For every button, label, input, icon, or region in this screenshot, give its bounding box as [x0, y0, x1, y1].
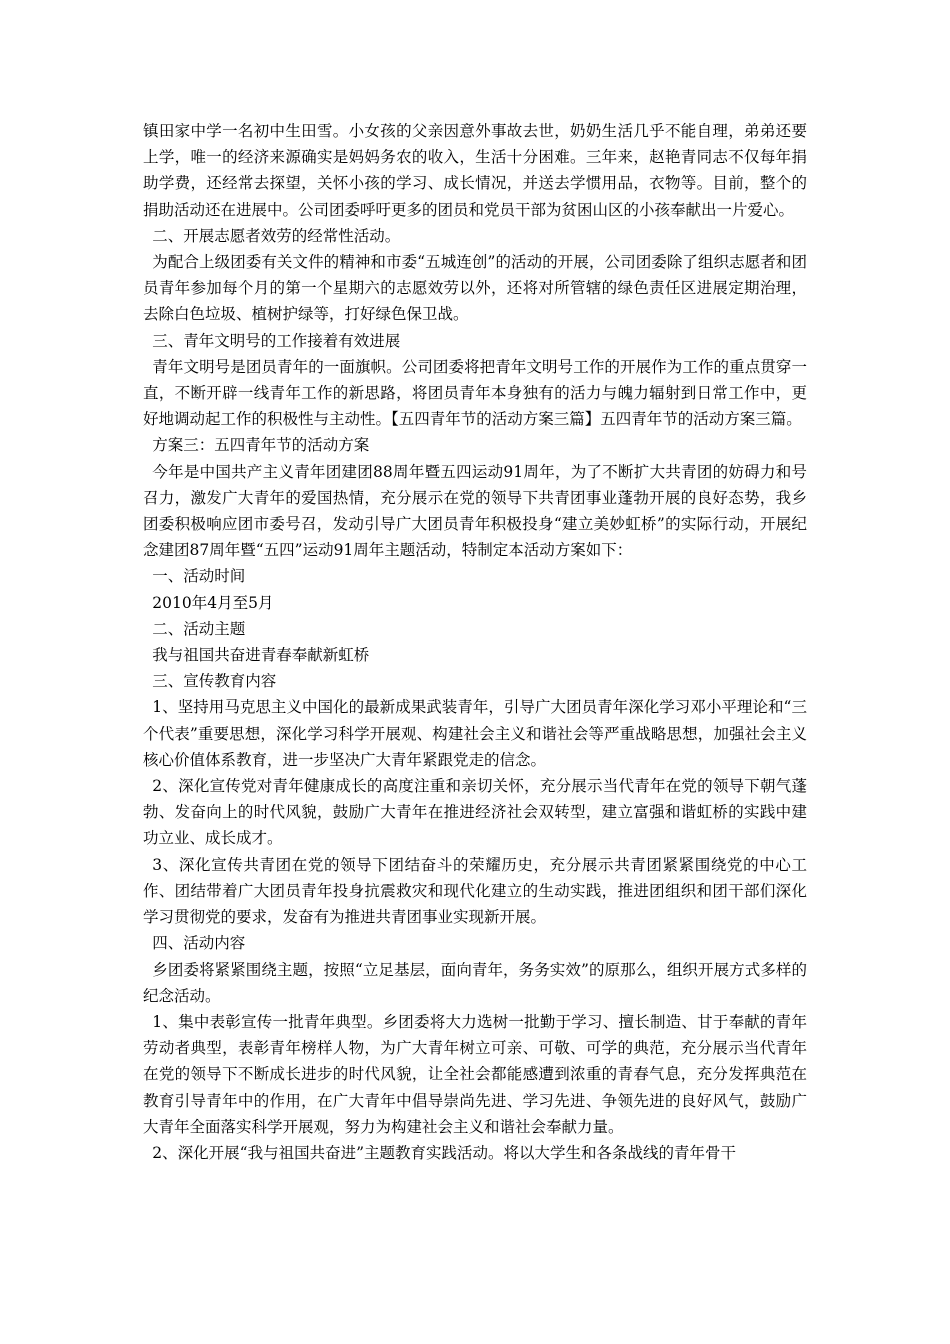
paragraph: 1、集中表彰宣传一批青年典型。乡团委将大力选树一批勤于学习、擅长制造、甘于奉献的青年劳动者典型，表彰青年榜样人物，为广大青年树立可亲、可敬、可学的典范，充分展示当代青年在党的领导下不断成长进步的时代风貌，让全社会都能感遭到浓重的青春气息，充分发挥典范在教育引导青年中的作用，在广大青年中倡导崇尚先进、学习先进、争领先进的良好风气，鼓励广大青年全面落实科学开展观，努力为构建社会主义和谐社会奉献力量。 [143, 1012, 807, 1136]
section-heading: 方案三：五四青年节的活动方案 [152, 436, 370, 455]
section-heading: 四、活动内容 [152, 934, 246, 953]
paragraph: 乡团委将紧紧围绕主题，按照“立足基层，面向青年，务务实效”的原那么，组织开展方式多样的纪念活动。 [143, 960, 807, 1005]
paragraph: 2、深化宣传党对青年健康成长的高度注重和亲切关怀，充分展示当代青年在党的领导下朝气蓬勃、发奋向上的时代风貌，鼓励广大青年在推进经济社会双转型，建立富强和谐虹桥的实践中建功立业、成长成才。 [143, 777, 807, 848]
section-heading: 二、开展志愿者效劳的经常性活动。 [152, 226, 401, 245]
section-heading: 三、青年文明号的工作接着有效进展 [152, 331, 401, 350]
paragraph: 青年文明号是团员青年的一面旗帜。公司团委将把青年文明号工作的开展作为工作的重点贯穿一直，不断开辟一线青年工作的新思路，将团员青年本身独有的活力与魄力辐射到日常工作中，更好地调动起工作的积极性与主动性。【五四青年节的活动方案三篇】五四青年节的活动方案三篇。 [143, 357, 807, 429]
document-body [143, 118, 807, 1166]
paragraph: 我与祖国共奋进青春奉献新虹桥 [152, 646, 370, 665]
paragraph: 1、坚持用马克思主义中国化的最新成果武装青年，引导广大团员青年深化学习邓小平理论和“三个代表”重要思想，深化学习科学开展观、构建社会主义和谐社会等严重战略思想，加强社会主义核心价值体系教育，进一步坚决广大青年紧跟党走的信念。 [143, 698, 807, 769]
paragraph: 为配合上级团委有关文件的精神和市委“五城连创”的活动的开展，公司团委除了组织志愿者和团员青年参加每个月的第一个星期六的志愿效劳以外，还将对所管辖的绿色责任区进展定期治理，去除白色垃圾、植树护绿等，打好绿色保卫战。 [143, 253, 807, 324]
section-heading: 三、宣传教育内容 [152, 672, 277, 691]
section-heading: 一、活动时间 [152, 567, 246, 586]
paragraph: 今年是中国共产主义青年团建团88周年暨五四运动91周年，为了不断扩大共青团的妨碍力和号召力，激发广大青年的爱国热情，充分展示在党的领导下共青团事业蓬勃开展的良好态势，我乡团委积极响应团市委号召，发动引导广大团员青年积极投身“建立美妙虹桥”的实际行动，开展纪念建团87周年暨“五四”运动91周年主题活动，特制定本活动方案如下： [143, 462, 807, 560]
paragraph: 3、深化宣传共青团在党的领导下团结奋斗的荣耀历史，充分展示共青团紧紧围绕党的中心工作、团结带着广大团员青年投身抗震救灾和现代化建立的生动实践，推进团组织和团干部们深化学习贯彻党的要求，发奋有为推进共青团事业实现新开展。 [143, 855, 807, 927]
paragraph: 2、深化开展“我与祖国共奋进”主题教育实践活动。将以大学生和各条战线的青年骨干 [152, 1143, 737, 1162]
paragraph: 镇田家中学一名初中生田雪。小女孩的父亲因意外事故去世，奶奶生活几乎不能自理，弟弟还要上学，唯一的经济来源确实是妈妈务农的收入，生活十分困难。三年来，赵艳青同志不仅每年捐助学费，还经常去探望，关怀小孩的学习、成长情况，并送去学惯用品，衣物等。目前，整个的捐助活动还在进展中。公司团委呼吁更多的团员和党员干部为贫困山区的小孩奉献出一片爱心。 [143, 122, 807, 219]
paragraph: 2010年4月至5月 [152, 593, 274, 612]
section-heading: 二、活动主题 [152, 619, 246, 638]
